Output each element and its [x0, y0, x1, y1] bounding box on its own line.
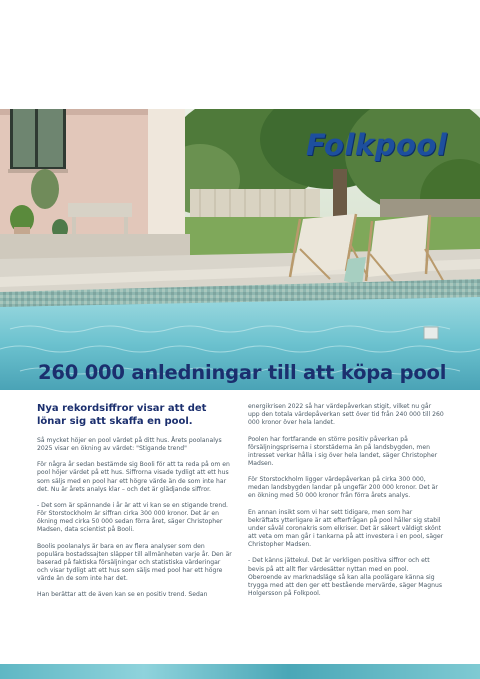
paragraph: energikrisen 2022 så har värdepåverkan stigit, vilket nu går upp den totala värdepåverkan sett över tid från 240 000 till 260 000 kronor över hela landet. — [248, 403, 444, 427]
paragraph: Han berättar att de även kan se en positiv trend. Sedan — [37, 591, 208, 599]
paragraph: För några år sedan bestämde sig Booli för att ta reda på om en pool höjer värdet på ett hus. Siffrorna visade tydligt att ett hus som säljs med en pool har ett högre värde än de som inte har det. Nu är årets analys klar – och det är glädjande siffror. — [37, 461, 230, 493]
folkpool-logo: Folkpool — [306, 128, 448, 162]
paragraph: En annan insikt som vi har sett tidigare, men som har bekräftats ytterligare är att efterfrågan på pool håller sig stabil under såväl coronakris som elkriser. Det är säkert väldigt skönt att veta om man går i tankarna på att investera i en pool, säger Christopher Madsen. — [248, 508, 444, 548]
pool-water-footer-strip — [0, 664, 480, 679]
paragraph: Så mycket höjer en pool värdet på ditt hus. Årets poolanalys 2025 visar en ökning av värdet: "Stigande trend" — [37, 436, 222, 452]
paragraph: Boolis poolanalys är bara en av flera analyser som den populära bostadssajten släpper till allmänheten varje år. Den är baserad på faktiska försäljningar och statistiska värderingar och visar tydligt att ett hus som säljs med pool har ett högre värde än de som inte har det. — [37, 542, 232, 582]
article-subheading: Nya rekordsiffror visar att det lönar sig att skaffa en pool. — [37, 403, 207, 428]
paragraph: Poolen har fortfarande en större positiv påverkan på försäljningspriserna i storstäderna än på landsbygden, men intresset verkar hålla i sig över hela landet, säger Christopher Madsen. — [248, 435, 438, 467]
article-column-left — [37, 402, 233, 608]
paragraph: För Storstockholm ligger värdepåverkan på cirka 300 000, medan landsbygden landar på ungefär 200 000 kronor. Det är en ökning med 50 000 kronor från förra årets analys. — [248, 476, 438, 500]
paragraph: - Det som är spännande i år är att vi kan se en stigande trend. För Storstockholm är siffran cirka 300 000 kronor. Det är en ökning med cirka 50 000 sedan förra året, säger Christopher Madsen, data scientist på Booli. — [37, 502, 228, 534]
article-column-right — [248, 403, 444, 606]
paragraph: - Det känns jättekul. Det är verkligen positiva siffror och ett bevis på att allt fler värdesätter nyttan med en pool. Oberoende av marknadsläge så kan alla poolägare känna sig trygga med att den ger ett bestående mervärde, säger Magnus Holgersson på Folkpool. — [248, 557, 443, 597]
article-headline: 260 000 anledningar till att köpa pool — [38, 361, 447, 385]
